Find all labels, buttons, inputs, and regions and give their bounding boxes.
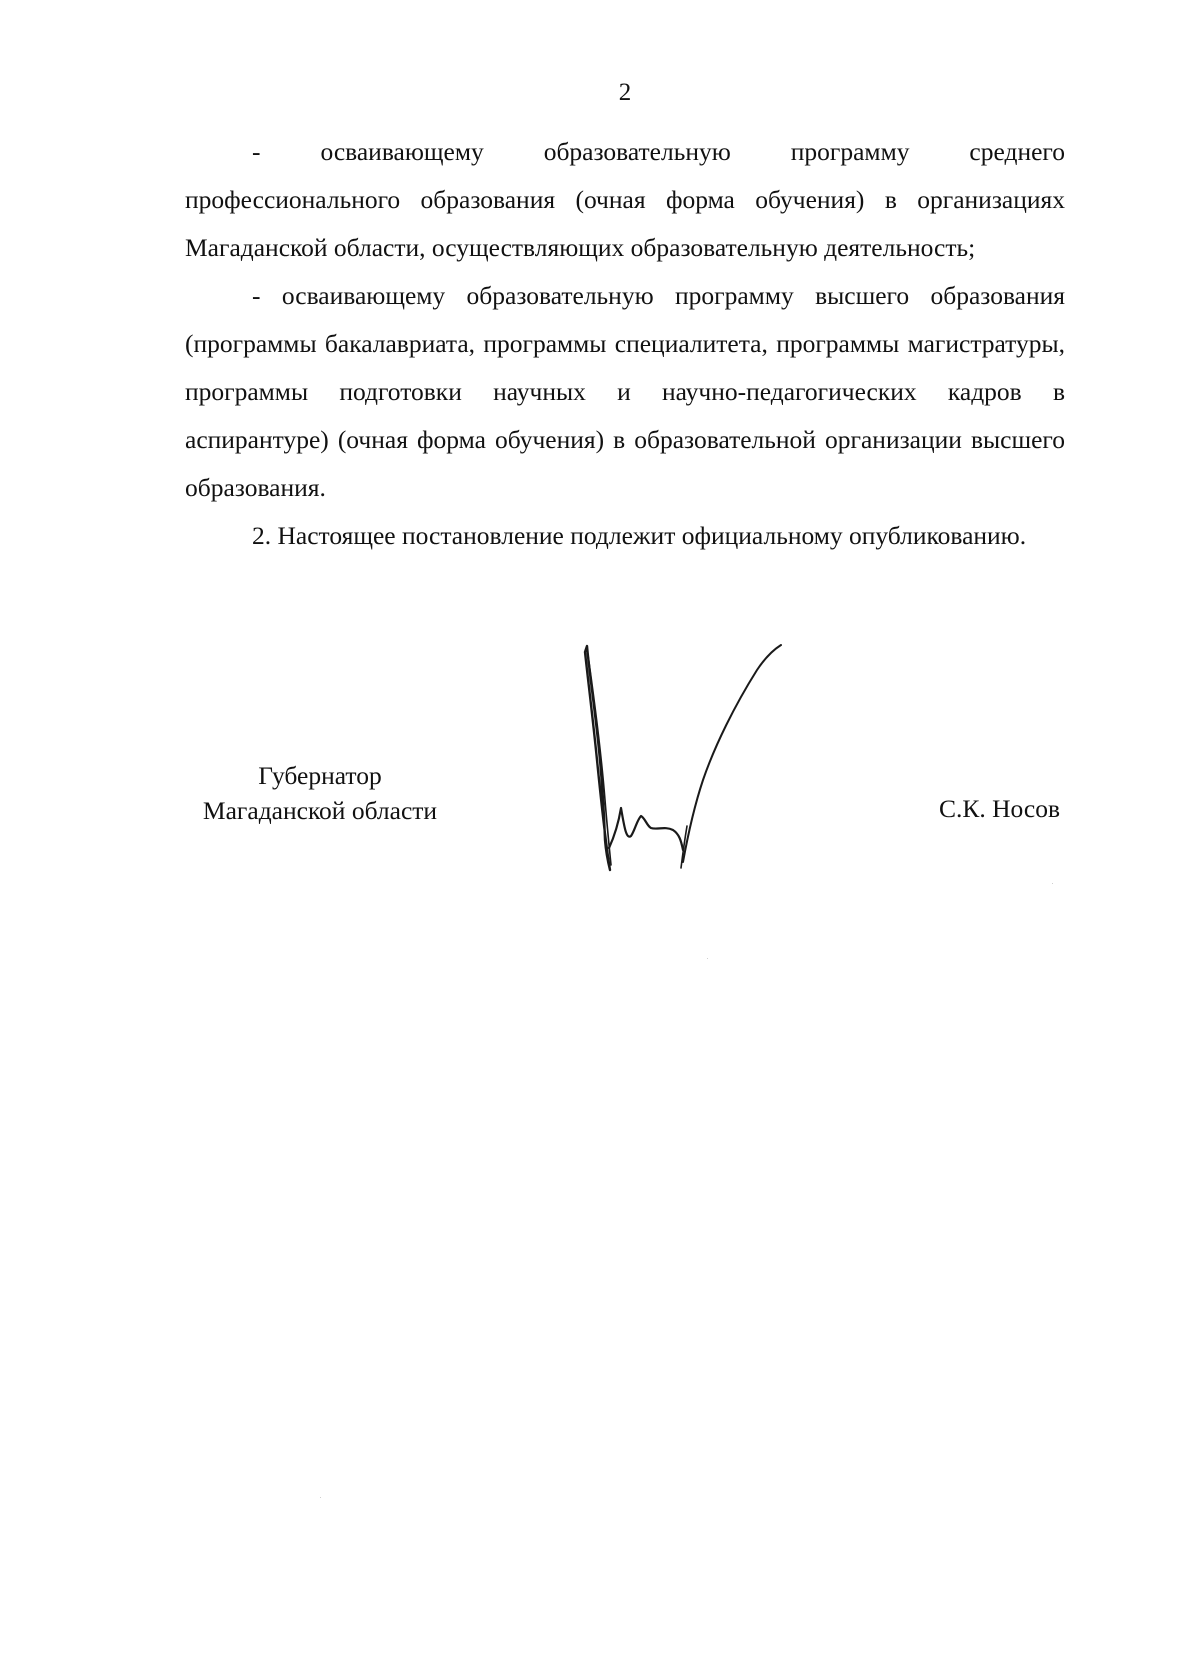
signer-title-line2: Магаданской области xyxy=(202,796,438,825)
handwritten-signature xyxy=(575,640,805,880)
page-number: 2 xyxy=(618,79,632,106)
paragraph-higher-education: - осваивающему образовательную программу высшего образования (программы бакалавриата, программы специалитета, программы магистратуры, программы подготовки научных и научно-педагогических кадров в аспирантуре) (очная форма обучения) в образовательной организации высшего образования. xyxy=(185,281,1065,502)
scan-speck xyxy=(320,1497,321,1498)
signer-name: С.К. Носов xyxy=(938,794,1060,823)
signer-title-line1: Губернатор xyxy=(258,761,382,790)
scan-speck xyxy=(1052,883,1053,884)
scan-speck xyxy=(707,958,708,959)
signer-title xyxy=(185,758,455,828)
paragraph-publication: 2. Настоящее постановление подлежит официальному опубликованию. xyxy=(252,521,1027,550)
paragraph-secondary-education: - осваивающему образовательную программу среднего профессионального образования (очная форма обучения) в организациях Магаданской области, осуществляющих образовательную деятельность; xyxy=(185,137,1065,262)
